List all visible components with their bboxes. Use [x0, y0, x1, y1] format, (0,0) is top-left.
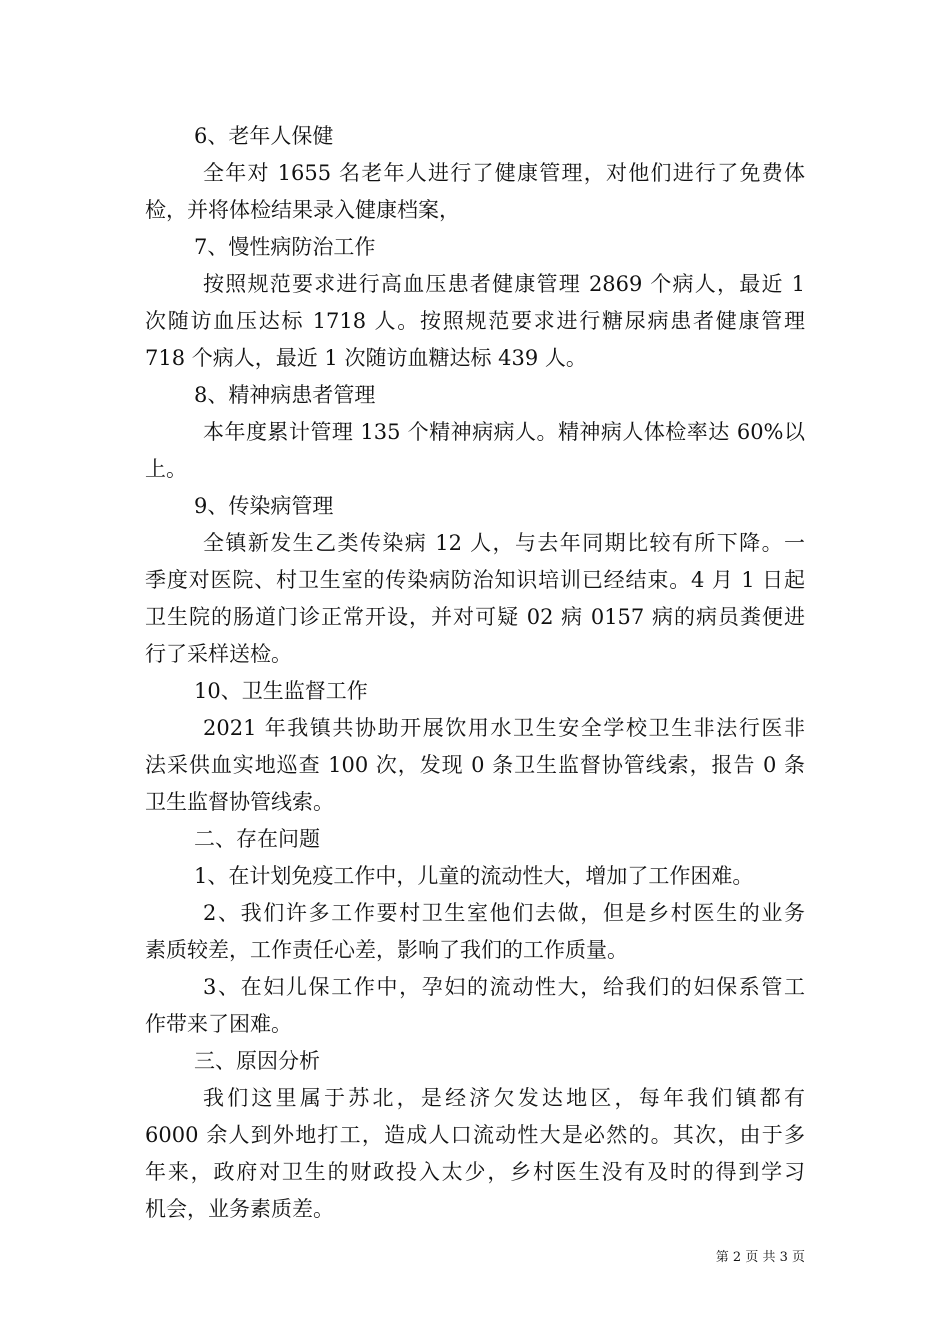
paragraph-line: 法采供血实地巡查 100 次，发现 0 条卫生监督协管线索，报告 0 条	[145, 753, 805, 777]
paragraph-line: 3、在妇儿保工作中，孕妇的流动性大，给我们的妇保系管工	[203, 975, 805, 999]
paragraph-line: 行了采样送检。	[145, 642, 292, 666]
section-heading: 9、传染病管理	[194, 494, 334, 518]
paragraph-line: 我们这里属于苏北，是经济欠发达地区，每年我们镇都有	[203, 1086, 805, 1110]
paragraph-line: 全年对 1655 名老年人进行了健康管理，对他们进行了免费体	[203, 161, 805, 185]
paragraph-line: 作带来了困难。	[145, 1012, 292, 1036]
paragraph-line: 718 个病人，最近 1 次随访血糖达标 439 人。	[145, 346, 587, 370]
paragraph-line: 卫生院的肠道门诊正常开设，并对可疑 02 病 0157 病的病员粪便进	[145, 605, 805, 629]
paragraph-line: 次随访血压达标 1718 人。按照规范要求进行糖尿病患者健康管理	[145, 309, 805, 333]
paragraph-line: 上。	[145, 457, 187, 481]
section-heading: 三、原因分析	[194, 1049, 320, 1073]
section-heading: 二、存在问题	[194, 827, 320, 851]
paragraph-line: 机会，业务素质差。	[145, 1197, 334, 1221]
paragraph-line: 素质较差，工作责任心差，影响了我们的工作质量。	[145, 938, 628, 962]
section-heading: 7、慢性病防治工作	[194, 235, 376, 259]
document-body	[145, 118, 805, 1228]
section-heading: 6、老年人保健	[194, 124, 334, 148]
paragraph-line: 6000 余人到外地打工，造成人口流动性大是必然的。其次，由于多	[145, 1123, 805, 1147]
paragraph-line: 2、我们许多工作要村卫生室他们去做，但是乡村医生的业务	[203, 901, 805, 925]
section-heading: 10、卫生监督工作	[194, 679, 368, 703]
paragraph-line: 季度对医院、村卫生室的传染病防治知识培训已经结束。4 月 1 日起	[145, 568, 805, 592]
section-heading: 8、精神病患者管理	[194, 383, 376, 407]
section-heading: 1、在计划免疫工作中，儿童的流动性大，增加了工作困难。	[194, 864, 754, 888]
paragraph-line: 年来，政府对卫生的财政投入太少，乡村医生没有及时的得到学习	[145, 1160, 805, 1184]
paragraph-line: 卫生监督协管线索。	[145, 790, 334, 814]
paragraph-line: 全镇新发生乙类传染病 12 人，与去年同期比较有所下降。一	[203, 531, 805, 555]
paragraph-line: 按照规范要求进行高血压患者健康管理 2869 个病人，最近 1	[203, 272, 805, 296]
paragraph-line: 2021 年我镇共协助开展饮用水卫生安全学校卫生非法行医非	[203, 716, 805, 740]
paragraph-line: 检，并将体检结果录入健康档案，	[145, 198, 460, 222]
paragraph-line: 本年度累计管理 135 个精神病病人。精神病人体检率达 60%以	[203, 420, 805, 444]
page-number: 第 2 页 共 3 页	[715, 1250, 805, 1265]
